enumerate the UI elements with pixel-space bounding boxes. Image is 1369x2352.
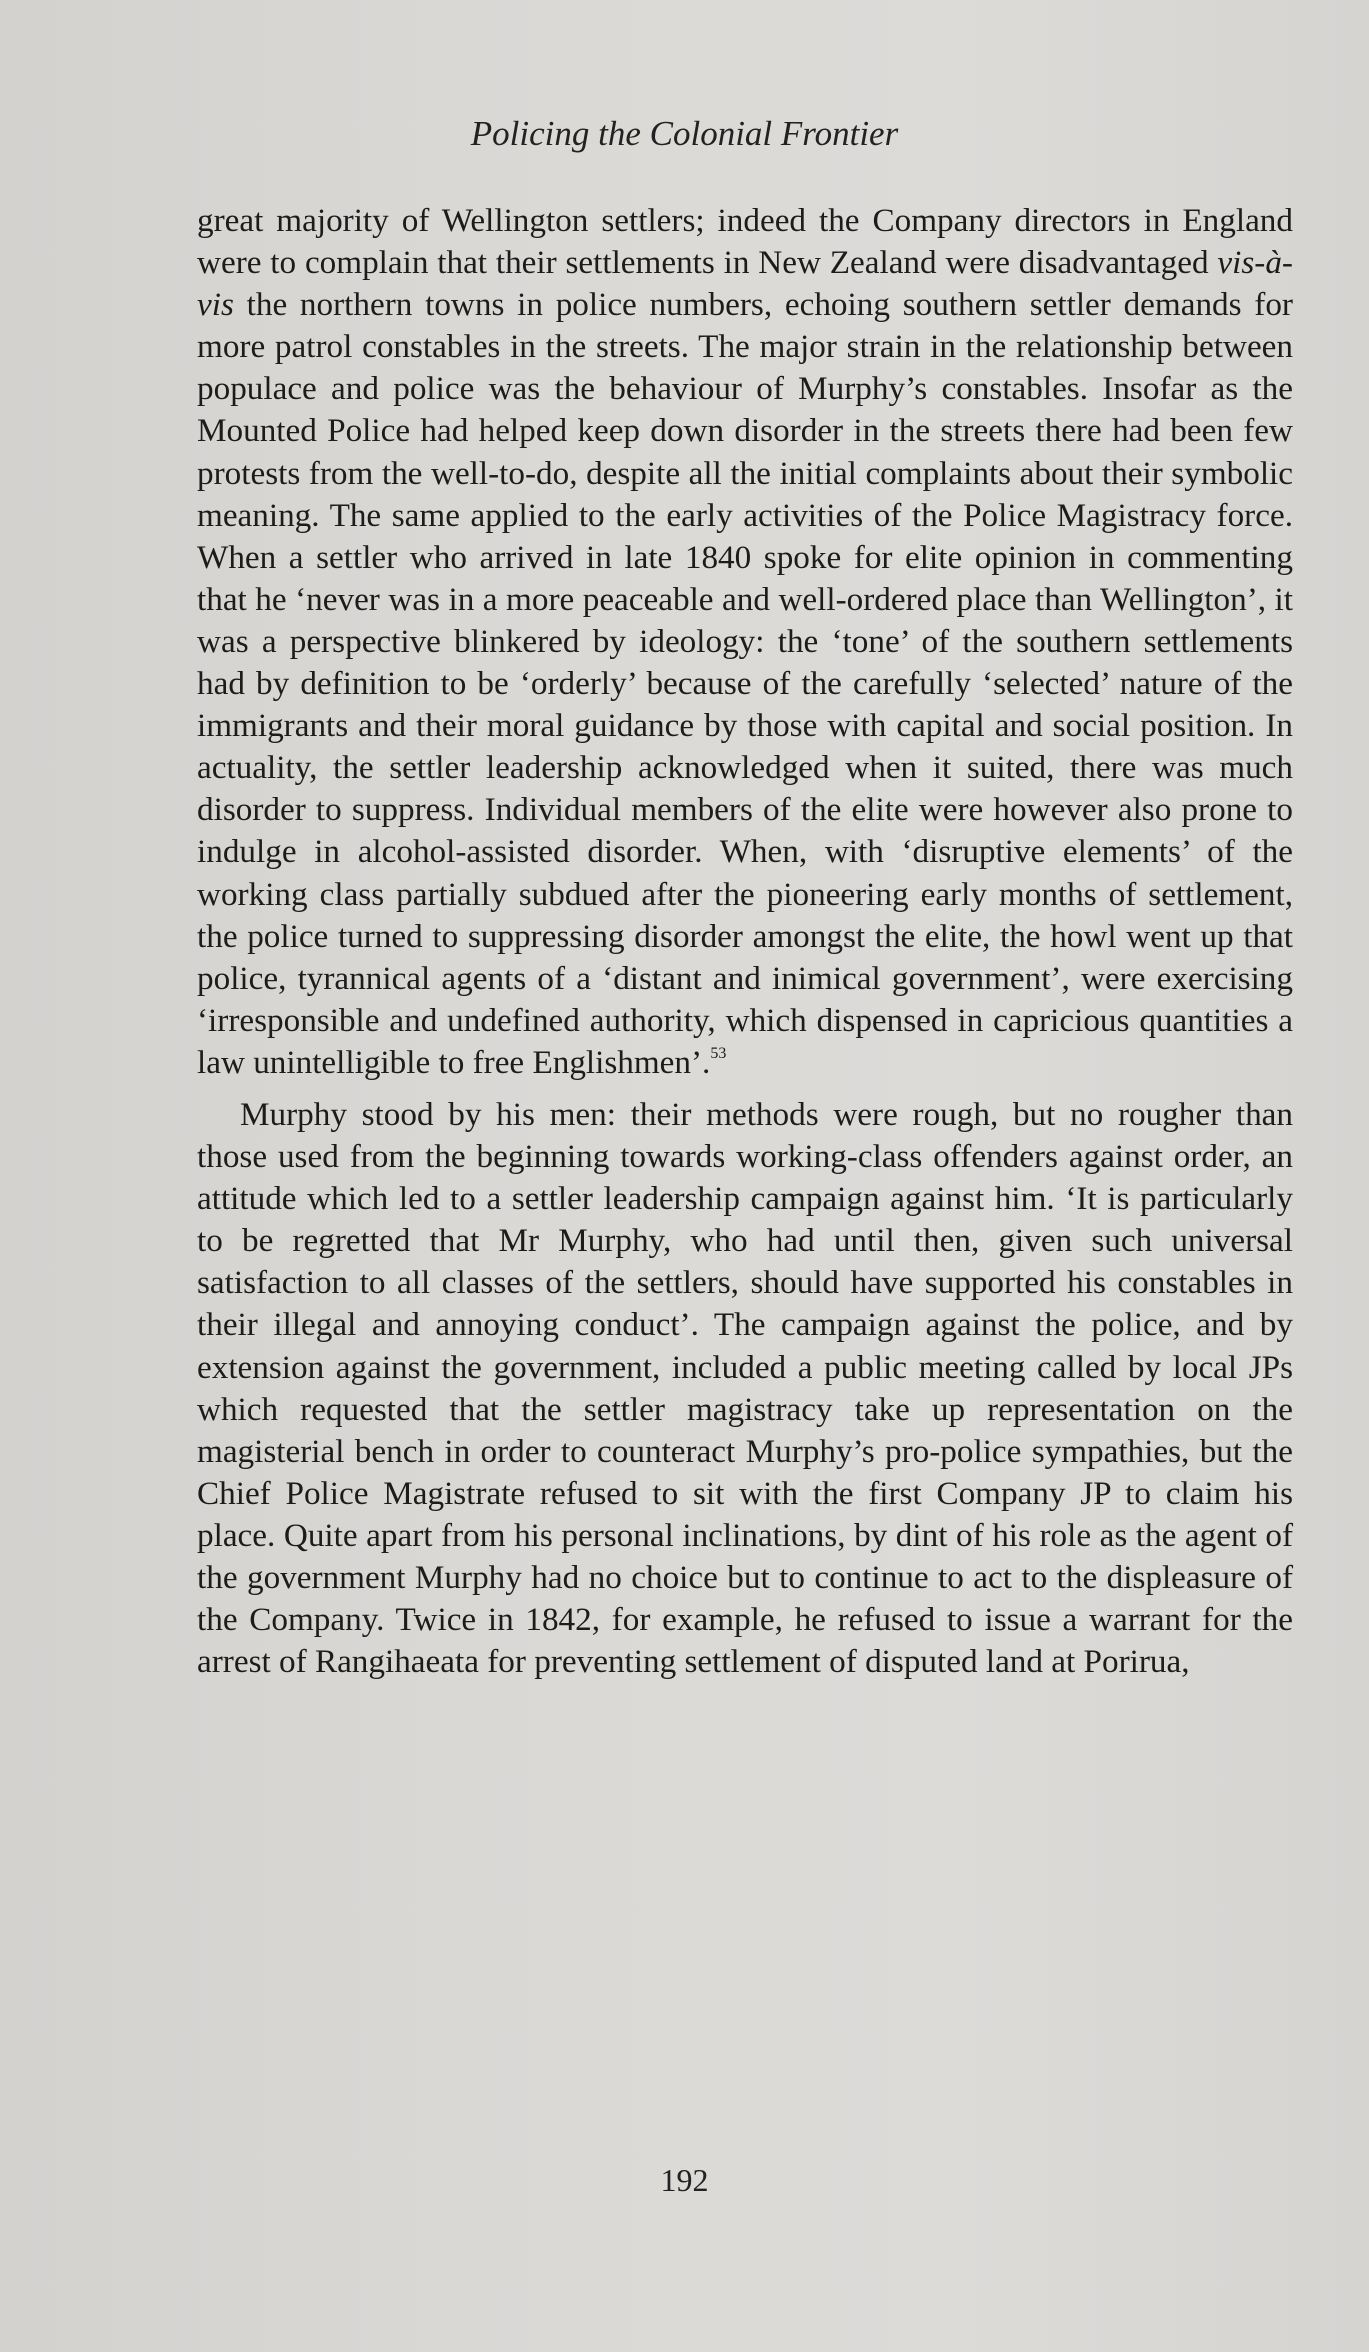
running-head: Policing the Colonial Frontier	[470, 114, 899, 153]
paragraph-2: Murphy stood by his men: their methods were rough, but no rougher than those used from the beginning towards working-class offenders against order, an attitude which led to a settler leadership campaign against him. ‘It is particularly to be regretted that Mr Murphy, who had until then, given such universal satisfaction to all classes of the settlers, should have supported his constables in their illegal and annoying conduct’. The campaign against the police, and by extension against the government, included a public meeting called by local JPs which requested that the settler magistracy take up representation on the magisterial bench in order to counteract Murphy’s pro-police sympathies, but the Chief Police Magistrate refused to sit with the first Company JP to claim his place. Quite apart from his personal inclinations, by dint of his role as the agent of the government Murphy had no choice but to continue to act to the displeasure of the Company. Twice in 1842, for example, he refused to issue a warrant for the arrest of Rangihaeata for preventing settlement of disputed land at Porirua,	[197, 1095, 1293, 1681]
paragraph-1-text-a: great majority of Wellington settlers; indeed the Company directors in England were to complain that their settlements in New Zealand were disadvantaged	[197, 202, 1293, 282]
paragraph-1-italic-phrase: vis-à-vis	[197, 244, 1293, 324]
body-text	[197, 200, 1293, 1683]
paragraph-1	[197, 200, 1293, 1084]
footnote-marker: 53	[710, 1044, 727, 1062]
page-number: 192	[660, 2162, 709, 2198]
paragraph-1-text-b: the northern towns in police numbers, echoing southern settler demands for more patrol constables in the streets. The major strain in the relationship between populace and police was the behaviour of Murphy’s constables. Insofar as the Mounted Police had helped keep down disorder in the streets there had been few protests from the well-to-do, despite all the initial complaints about their symbolic meaning. The same applied to the early activities of the Police Magistracy force. When a settler who arrived in late 1840 spoke for elite opinion in commenting that he ‘never was in a more peaceable and well-ordered place than Wellington’, it was a perspective blinkered by ideology: the ‘tone’ of the southern settlements had by definition to be ‘orderly’ because of the carefully ‘selected’ nature of the immigrants and their moral guidance by those with capital and social position. In actuality, the settler leadership acknowledged when it suited, there was much disorder to suppress. Individual members of the elite were however also prone to indulge in alcohol-assisted disorder. When, with ‘disruptive elements’ of the working class partially subdued after the pioneering early months of settlement, the police turned to suppressing disorder amongst the elite, the howl went up that police, tyrannical agents of a ‘distant and inimical government’, were exercising ‘irresponsible and undefined authority, which dispensed in capricious quantities a law unintelligible to free Englishmen’.	[197, 286, 1293, 1081]
